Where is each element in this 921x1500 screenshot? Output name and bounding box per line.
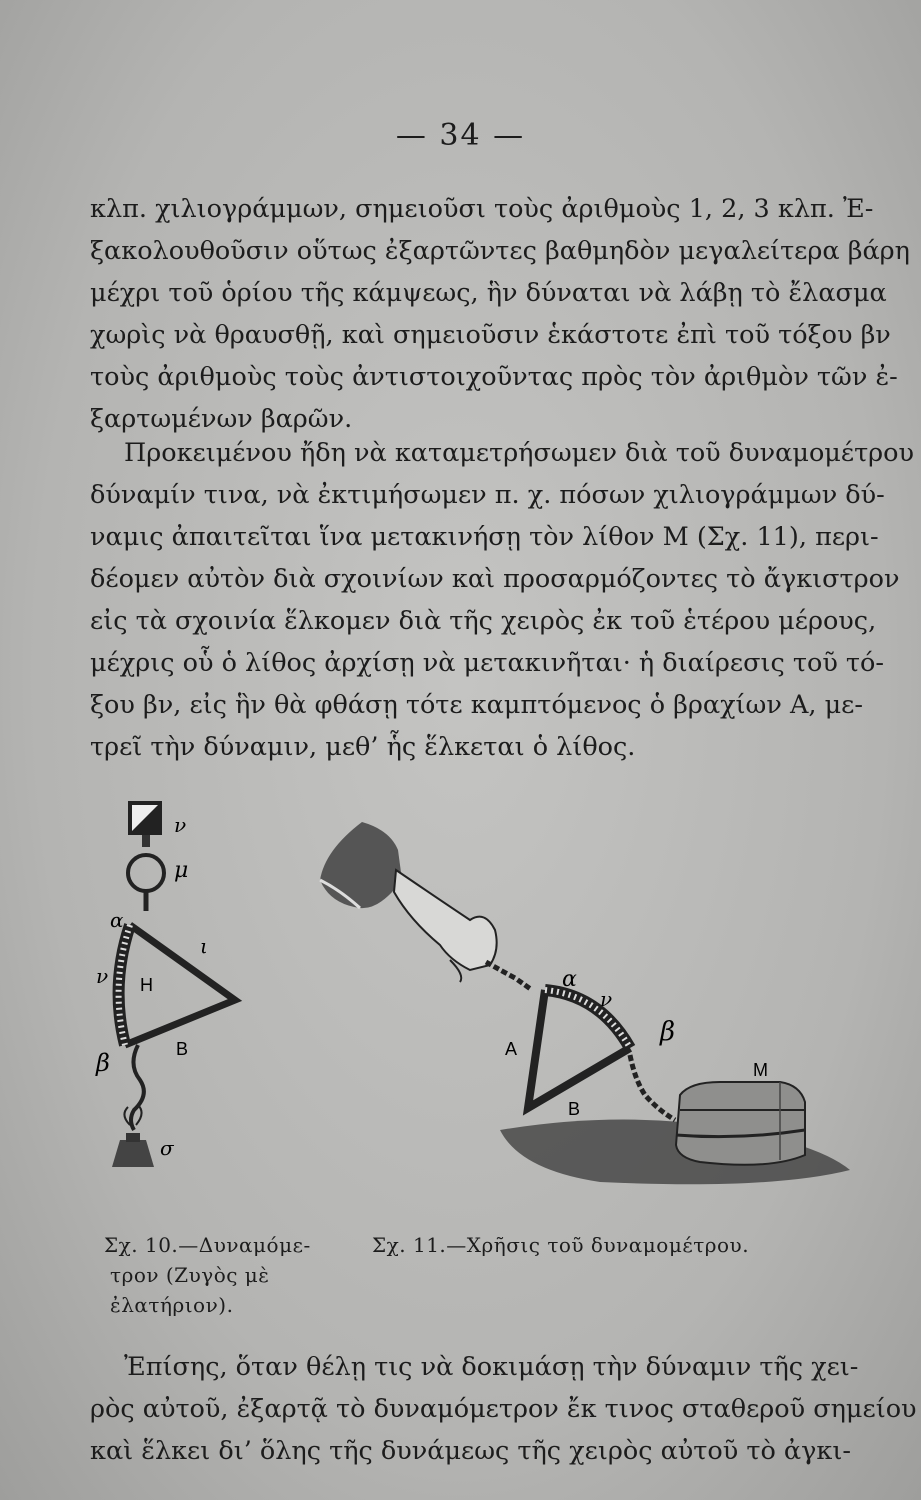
text-line: τρεῖ τὴν δύναμιν, μεθ’ ἧς ἕλκεται ὁ λίθος. — [90, 732, 636, 762]
hand — [394, 870, 497, 970]
stone — [676, 1082, 805, 1165]
chain-hand — [486, 962, 532, 990]
caption-figure-10 — [104, 1230, 314, 1320]
label-sigma: σ — [160, 1136, 174, 1160]
weight — [112, 1140, 154, 1167]
caption-line: Σχ. 10.—Δυναμόμε- — [104, 1233, 311, 1257]
text-line: ναμις ἀπαιτεῖται ἵνα μετακινήσῃ τὸν λίθον Μ (Σχ. 11), περι- — [90, 522, 879, 552]
label-B: Β — [568, 1099, 581, 1119]
caption-line: ἐλατήριον). — [110, 1293, 234, 1317]
text-line: ξαρτωμένων βαρῶν. — [90, 404, 353, 434]
label-M: Μ — [753, 1060, 768, 1080]
label-nu-top: ν — [174, 813, 187, 837]
label-beta-small: β — [96, 1049, 110, 1077]
text-line: χωρὶς νὰ θραυσθῇ, καὶ σημειοῦσιν ἑκάστοτε ἐπὶ τοῦ τόξου βν — [90, 320, 891, 350]
label-nu: ν — [600, 987, 613, 1011]
text-line: κλπ. χιλιογράμμων, σημειοῦσι τοὺς ἀριθμοὺς 1, 2, 3 κλπ. Ἐ- — [90, 194, 874, 224]
text-line: μέχρι τοῦ ὁρίου τῆς κάμψεως, ἣν δύναται νὰ λάβῃ τὸ ἔλασμα — [90, 278, 887, 308]
label-eta: Η — [140, 975, 153, 995]
spring-triangle — [528, 990, 630, 1108]
page-number: — 34 — — [395, 118, 526, 153]
label-A: Α — [505, 1039, 518, 1059]
dynamometer-figure — [90, 795, 260, 1175]
caption-figure-11: Σχ. 11.—Χρῆσις τοῦ δυναμομέτρου. — [372, 1233, 750, 1257]
text-line: Προκειμένου ἤδη νὰ καταμετρήσωμεν διὰ τοῦ δυναμομέτρου — [124, 438, 915, 468]
label-nu-left: ν — [96, 964, 109, 988]
sleeve-cuff — [320, 822, 402, 908]
text-line: ξακολουθοῦσιν οὕτως ἐξαρτῶντες βαθμηδὸν μεγαλείτερα βάρη — [90, 236, 910, 266]
text-line: Ἐπίσης, ὅταν θέλῃ τις νὰ δοκιμάσῃ τὴν δύναμιν τῆς χει- — [124, 1352, 859, 1382]
text-line: δέομεν αὐτὸν διὰ σχοινίων καὶ προσαρμόζοντες τὸ ἄγκιστρον — [90, 564, 900, 594]
label-iota: ι — [200, 934, 208, 958]
text-line: μέχρις οὗ ὁ λίθος ἀρχίσῃ νὰ μετακινῆται· ἡ διαίρεσις τοῦ τό- — [90, 648, 885, 678]
paragraph-3 — [90, 1346, 917, 1472]
paragraph-1 — [90, 188, 910, 440]
text-line: καὶ ἕλκει δι’ ὅλης τῆς δυνάμεως τῆς χειρὸς αὐτοῦ τὸ ἀγκι- — [90, 1436, 851, 1466]
text-line: δύναμίν τινα, νὰ ἐκτιμήσωμεν π. χ. πόσων χιλιογράμμων δύ- — [90, 480, 885, 510]
text-line: εἰς τὰ σχοινία ἕλκομεν διὰ τῆς χειρὸς ἐκ τοῦ ἑτέρου μέρους, — [90, 606, 877, 636]
label-mu: μ — [174, 858, 189, 883]
text-line: ρὸς αὐτοῦ, ἐξαρτᾷ τὸ δυναμόμετρον ἔκ τινος σταθεροῦ σημείου — [90, 1394, 917, 1424]
chain-stone — [630, 1055, 675, 1120]
ring — [128, 855, 164, 891]
label-alpha: α — [110, 908, 124, 932]
paragraph-2 — [90, 432, 915, 768]
text-line: ξου βν, εἰς ἣν θὰ φθάσῃ τότε καμπτόμενος ὁ βραχίων Α, με- — [90, 690, 863, 720]
dynamometer-use-figure — [300, 810, 860, 1190]
label-beta-cap: Β — [176, 1039, 189, 1059]
label-beta-small: β — [660, 1017, 676, 1047]
label-alpha: α — [562, 967, 577, 992]
caption-line: τρον (Ζυγὸς μὲ — [110, 1263, 270, 1287]
text-line: τοὺς ἀριθμοὺς τοὺς ἀντιστοιχοῦντας πρὸς τὸν ἀριθμὸν τῶν ἐ- — [90, 362, 898, 392]
